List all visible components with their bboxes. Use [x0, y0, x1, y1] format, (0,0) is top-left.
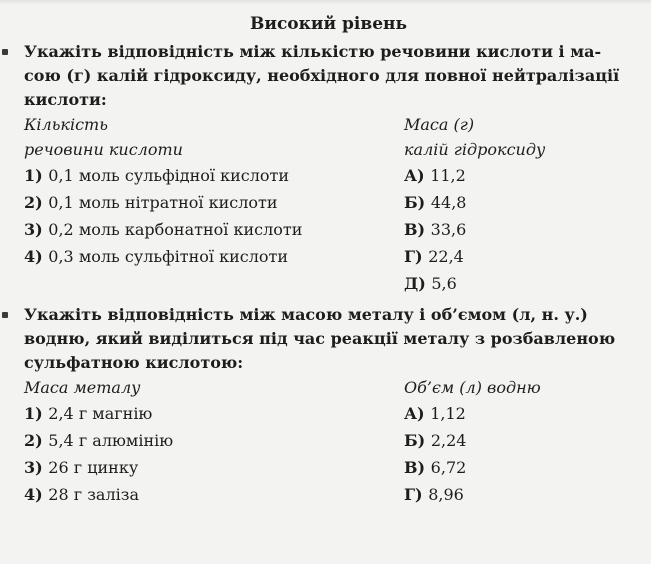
task-1-left-header-line: Кількість — [24, 115, 108, 134]
task-2-left-header: Маса металу — [24, 378, 141, 397]
section-heading: Високий рівень — [249, 14, 408, 34]
task-1-right-item: Г) 22,4 — [404, 247, 464, 266]
task-1-right-header — [404, 112, 644, 162]
task-1-question-line: Укажіть відповідність між кількістю речовини кислоти і ма- — [24, 42, 602, 61]
task-1-right-item: Д) 5,6 — [404, 274, 457, 293]
task-1-left-header-line: речовини кислоти — [24, 140, 183, 159]
task-1-left-header — [24, 112, 404, 162]
task-1-bullet — [2, 49, 8, 55]
task-2-right-item: Г) 8,96 — [404, 485, 464, 504]
task-2-left-item: 3) 26 г цинку — [24, 458, 139, 477]
task-1-question-line: сою (г) калій гідроксиду, необхідного для повної нейтралізації — [24, 66, 620, 85]
task-1-empty-cell — [24, 270, 404, 297]
task-2-right-header: Об’єм (л) водню — [404, 378, 541, 397]
task-2-question-line: Укажіть відповідність між масою металу і об’ємом (л, н. у.) — [24, 305, 588, 324]
task-2-bullet — [2, 312, 8, 318]
task-1-question — [16, 40, 641, 112]
task-1-left-item: 2) 0,1 моль нітратної кислоти — [24, 193, 278, 212]
task-2-right-item: Б) 2,24 — [404, 431, 467, 450]
task-2-question-line: водню, який виділиться під час реакції металу з розбавленою — [24, 329, 616, 348]
task-2-question-line: сульфатною кислотою: — [24, 353, 244, 372]
task-1-right-header-line: Маса (г) — [404, 115, 475, 134]
task-1-left-item: 1) 0,1 моль сульфідної кислоти — [24, 166, 290, 185]
task-1-right-header-line: калій гідроксиду — [404, 140, 546, 159]
task-2-matching-table — [16, 375, 641, 508]
task-1-left-item: 3) 0,2 моль карбонатної кислоти — [24, 220, 303, 239]
task-1-matching-table — [16, 112, 641, 297]
task-2-right-item: В) 6,72 — [404, 458, 467, 477]
task-1-right-item: Б) 44,8 — [404, 193, 467, 212]
task-2-left-item: 2) 5,4 г алюмінію — [24, 431, 174, 450]
task-1-right-item: А) 11,2 — [404, 166, 466, 185]
task-1-left-item: 4) 0,3 моль сульфітної кислоти — [24, 247, 289, 266]
task-2-right-item: А) 1,12 — [404, 404, 466, 423]
task-1-right-item: В) 33,6 — [404, 220, 467, 239]
task-2-left-item: 4) 28 г заліза — [24, 485, 140, 504]
task-2-left-item: 1) 2,4 г магнію — [24, 404, 153, 423]
top-edge — [0, 0, 651, 5]
task-2-question — [16, 303, 641, 375]
task-1-question-line: кислоти: — [24, 90, 107, 109]
